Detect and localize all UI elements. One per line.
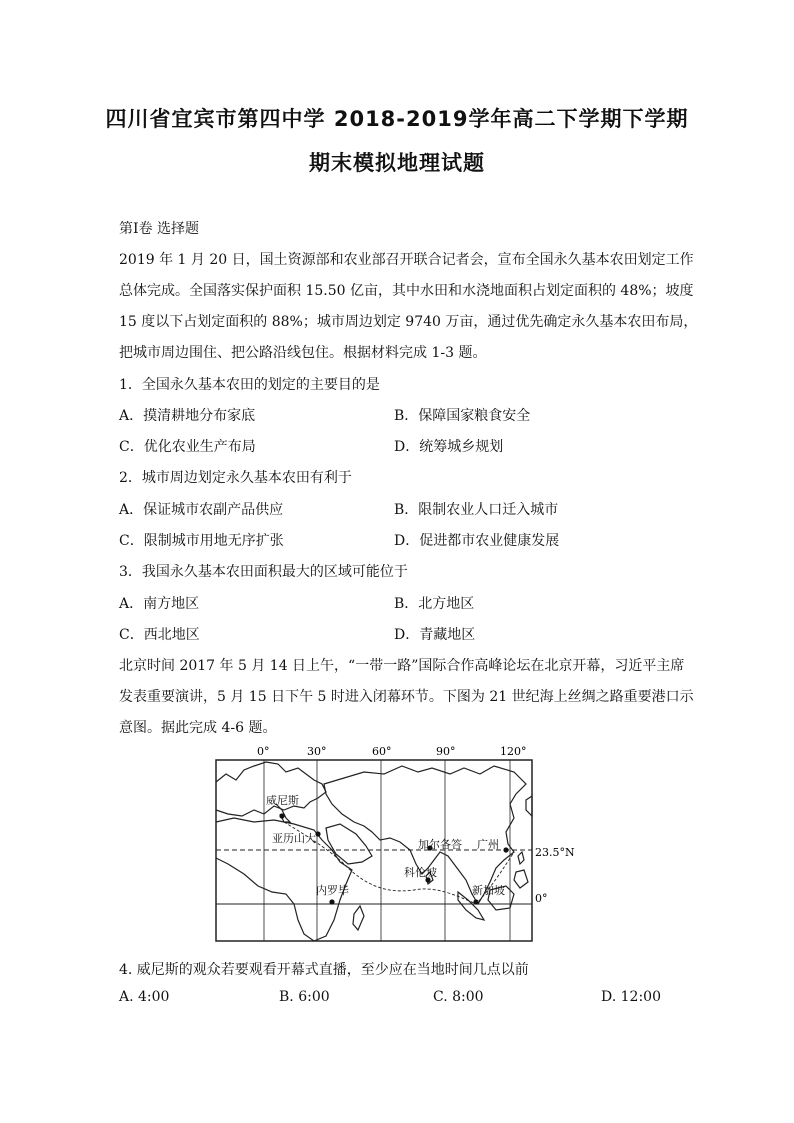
question-1-option-d: D．统筹城乡规划 bbox=[394, 439, 504, 455]
page-title-line2: 期末模拟地理试题 bbox=[309, 151, 485, 175]
question-2-stem: 2．城市周边划定永久基本农田有利于 bbox=[119, 470, 352, 486]
lat-label-equator: 0° bbox=[535, 892, 548, 905]
page-title-line1: 四川省宜宾市第四中学 2018-2019学年高二下学期下学期 bbox=[105, 107, 689, 131]
question-3-option-d: D．青藏地区 bbox=[394, 627, 476, 643]
question-4-option-d: D. 12:00 bbox=[601, 989, 661, 1005]
port-singapore bbox=[473, 899, 478, 904]
lat-label-tropic: 23.5°N bbox=[535, 846, 575, 859]
question-1-stem: 1．全国永久基本农田的划定的主要目的是 bbox=[119, 377, 380, 393]
maritime-silk-road-map bbox=[214, 744, 584, 944]
coastlines bbox=[216, 762, 532, 941]
passage2-line: 发表重要演讲，5 月 15 日下午 5 时进入闭幕环节。下图为 21 世纪海上丝绸之路重要港口示 bbox=[119, 689, 694, 705]
passage1-line: 2019 年 1 月 20 日，国土资源部和农业部召开联合记者会，宣布全国永久基本农田划定工作 bbox=[119, 252, 694, 268]
label-colombo: 科伦坡 bbox=[404, 866, 437, 879]
label-singapore: 新加坡 bbox=[472, 884, 505, 897]
label-alexandria: 亚历山大 bbox=[272, 832, 316, 845]
question-4-option-b: B. 6:00 bbox=[279, 989, 330, 1005]
meridian-grid bbox=[264, 760, 510, 941]
label-kolkata: 加尔各答 bbox=[418, 838, 462, 851]
port-venice bbox=[279, 813, 284, 818]
passage1-line: 15 度以下占划定面积的 88%；城市周边划定 9740 万亩，通过优先确定永久基本农田布局， bbox=[119, 314, 698, 330]
question-1-option-b: B．保障国家粮食安全 bbox=[394, 408, 531, 424]
lon-label-120: 120° bbox=[500, 745, 527, 758]
passage1-line: 把城市周边围住、把公路沿线包住。根据材料完成 1-3 题。 bbox=[119, 345, 487, 361]
question-2-option-a: A．保证城市农副产品供应 bbox=[119, 502, 284, 518]
lon-label-30: 30° bbox=[307, 745, 327, 758]
label-nairobi: 内罗毕 bbox=[316, 884, 349, 897]
question-2-option-c: C．限制城市用地无序扩张 bbox=[119, 533, 284, 549]
passage2-line: 意图。据此完成 4-6 题。 bbox=[119, 720, 277, 736]
question-4-option-a: A. 4:00 bbox=[119, 989, 170, 1005]
question-1-option-c: C．优化农业生产布局 bbox=[119, 439, 256, 455]
port-nairobi bbox=[329, 899, 334, 904]
lon-label-0: 0° bbox=[257, 745, 270, 758]
passage2-line: 北京时间 2017 年 5 月 14 日上午，“一带一路”国际合作高峰论坛在北京开幕，习近平主席 bbox=[119, 658, 685, 674]
label-venice: 威尼斯 bbox=[266, 794, 299, 807]
question-1-option-a: A．摸清耕地分布家底 bbox=[119, 408, 256, 424]
lon-label-90: 90° bbox=[436, 745, 456, 758]
port-alexandria bbox=[315, 831, 320, 836]
question-3-option-c: C．西北地区 bbox=[119, 627, 200, 643]
passage1-line: 总体完成。全国落实保护面积 15.50 亿亩，其中水田和水浇地面积占划定面积的 48%；坡度 bbox=[119, 283, 694, 299]
question-2-option-b: B．限制农业人口迁入城市 bbox=[394, 502, 559, 518]
question-3-option-a: A．南方地区 bbox=[119, 596, 200, 612]
question-3-stem: 3．我国永久基本农田面积最大的区域可能位于 bbox=[119, 564, 408, 580]
question-3-option-b: B．北方地区 bbox=[394, 596, 475, 612]
port-guangzhou bbox=[503, 847, 508, 852]
question-2-option-d: D．促进都市农业健康发展 bbox=[394, 533, 560, 549]
question-4-stem: 4. 威尼斯的观众若要观看开幕式直播，至少应在当地时间几点以前 bbox=[119, 962, 529, 978]
section-label: 第Ⅰ卷 选择题 bbox=[119, 221, 199, 237]
label-guangzhou: 广州 bbox=[477, 838, 499, 851]
question-4-option-c: C. 8:00 bbox=[433, 989, 484, 1005]
lon-label-60: 60° bbox=[372, 745, 392, 758]
